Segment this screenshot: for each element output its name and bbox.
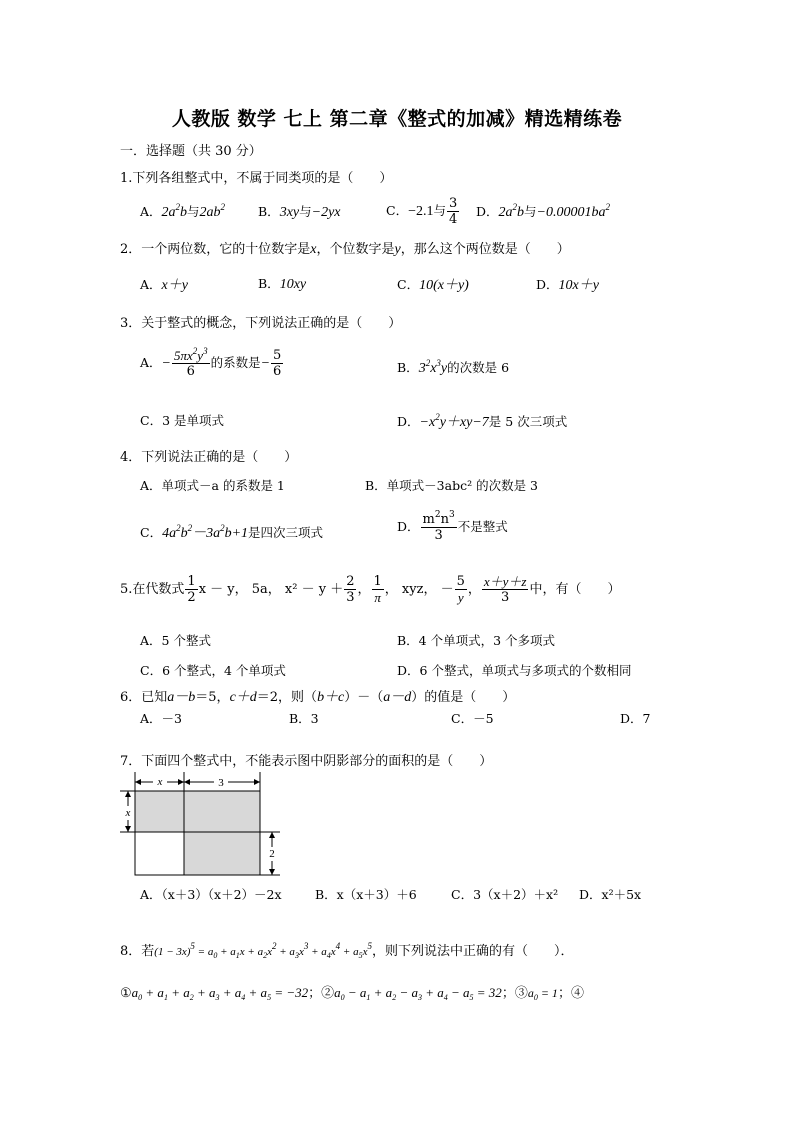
question-4-option-c: C．$4a^2b^2-3a^2b+1$是四次三项式 [140,523,324,541]
question-2-option-a: A．x＋y [140,277,188,293]
question-3-option-c: C．3 是单项式 [140,413,224,428]
question-5-stem: 5.在代数式 $\frac{1}{2}$ x － y， 5a， x² － y ＋ $\frac{2}{3}$ ， $\frac{1}{\pi}$ ， xyz， － $\frac{5}{y}$ ， $\frac{x+y+z}{3}$ 中，有（ ） [120,574,621,605]
shaded-bottom-right [184,832,260,875]
question-1-option-b: B．3xy与−2yx [258,204,341,220]
question-3-option-a: A．− $\frac{5\pi x^2y^3}{6}$ 的系数是− $\frac{5}{6}$ [140,346,282,379]
question-6-option-b: B．3 [289,711,319,726]
question-1-stem: 1.下列各组整式中，不属于同类项的是（ ） [120,171,393,186]
question-5-option-a: A．5 个整式 [140,633,211,648]
question-6-option-d: D．7 [620,711,651,726]
page-title: 人教版 数学 七上 第二章《整式的加减》精选精练卷 [171,108,623,130]
question-7-option-a: A．（x＋3）（x＋2）－2x [140,887,282,902]
question-5-option-d: D．6 个整式，单项式与多项式的个数相同 [397,663,632,678]
question-7-option-d: D．x²＋5x [579,887,642,902]
question-7-figure [120,772,285,880]
question-3-option-b: B．$3^2x^3y$的次数是 6 [397,358,510,376]
question-6-stem: 6．已知a－b＝5，c＋d＝2，则（b＋c）－（a－d）的值是（ ） [120,690,516,705]
question-8-stem: 8．若$(1 - 3x)^5 = a_0 + a_1x + a_2x^2 + a_3x^3 + a_4x^4 + a_5x^5$，则下列说法中正确的有（ ）． [120,941,574,960]
question-7-option-c: C．3（x＋2）＋x² [451,887,559,902]
fig-label-x-side: x [125,807,131,819]
fig-label-x-top: x [157,776,163,788]
question-2-option-c: C．10(x＋y) [397,277,469,293]
question-4-option-a: A．单项式－a 的系数是 1 [140,478,285,493]
question-1-option-a: A．$2a^2b$与$2ab^2$ [140,202,226,220]
question-8-statements: $①a_0 + a_1 + a_2 + a_3 + a_4 + a_5 = -32$；$②a_0 - a_1 + a_2 - a_3 + a_4 - a_5 = 32$；$③a_0 = 1$；④ [120,985,584,1002]
fig-label-3: 3 [218,777,224,789]
shaded-top-right [184,791,260,832]
question-1-option-d: D．$2a^2b$与$-0.00001ba^2$ [476,202,610,220]
question-4-stem: 4．下列说法正确的是（ ） [120,450,298,465]
question-1-option-c: C．−2.1与 $\frac{3}{4}$ [386,196,458,227]
question-7-option-b: B．x（x＋3）＋6 [315,887,417,902]
question-2-option-d: D．10x＋y [536,277,599,293]
question-5-option-c: C．6 个整式，4 个单项式 [140,663,286,678]
question-2-stem: 2．一个两位数，它的十位数字是x，个位数字是y，那么这个两位数是（ ） [120,242,570,257]
shaded-top-left [135,791,184,832]
question-6-option-c: C．－5 [451,711,494,726]
question-2-option-b: B．10xy [258,276,307,292]
question-4-option-d: D． $\frac{m^2n^3}{3}$ 不是整式 [397,510,508,543]
question-3-stem: 3．关于整式的概念，下列说法正确的是（ ） [120,316,402,331]
question-5-option-b: B．4 个单项式，3 个多项式 [397,633,556,648]
question-7-stem: 7．下面四个整式中，不能表示图中阴影部分的面积的是（ ） [120,754,493,769]
fig-label-2: 2 [269,848,275,860]
question-4-option-b: B．单项式－3abc² 的次数是 3 [365,478,539,493]
section-heading: 一．选择题（共 30 分） [120,144,262,159]
question-6-option-a: A．－3 [140,711,182,726]
question-3-option-d: D．$-x^2y+xy-7$是 5 次三项式 [397,412,568,430]
